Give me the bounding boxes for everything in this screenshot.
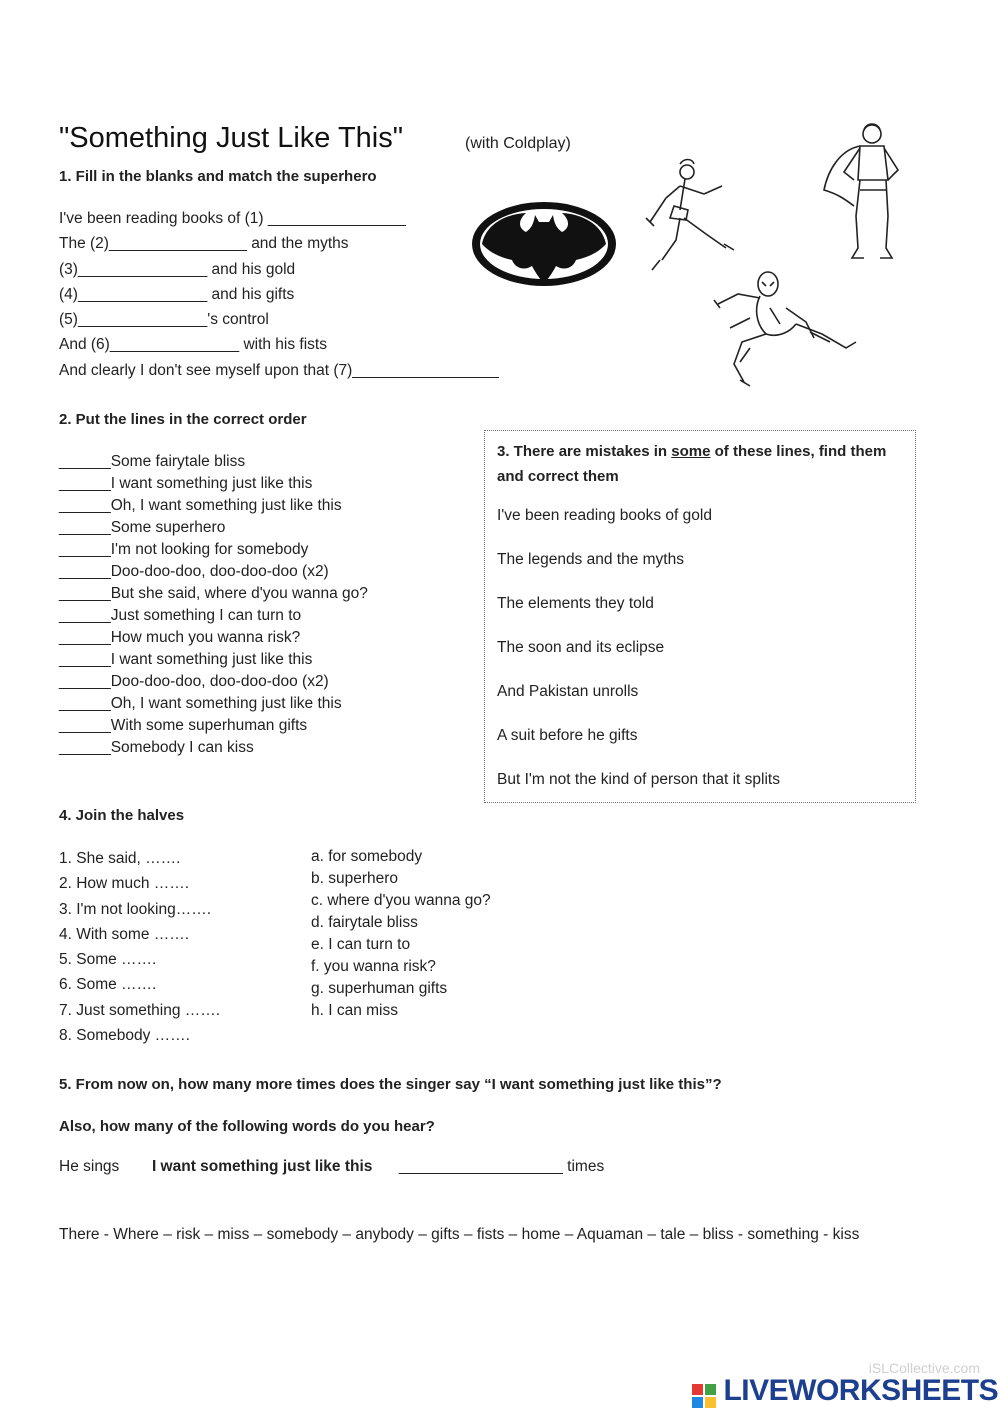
halves-left-item[interactable]: 4. With some ……. [59,925,190,943]
sings-row [59,1158,604,1176]
halves-left-item[interactable]: 6. Some ……. [59,976,157,994]
page-title: "Something Just Like This" [59,122,404,154]
mistake-line[interactable]: But I'm not the kind of person that it splits [497,771,780,788]
order-line[interactable]: ______But she said, where d'you wanna go? [59,585,368,602]
order-line[interactable]: ______I want something just like this [59,651,313,668]
section4-heading: 4. Join the halves [59,807,185,824]
halves-right-list [311,846,491,1022]
halves-right-item[interactable]: f. you wanna risk? [311,958,436,975]
liveworksheets-logo-icon [692,1384,716,1408]
liveworksheets-brand: LIVEWORKSHEETS [723,1374,999,1407]
spiderman-icon [710,268,862,390]
times-blank[interactable]: ___________________ [399,1158,563,1175]
sings-phrase: I want something just like this [151,1158,373,1175]
halves-left-item[interactable]: 3. I'm not looking……. [59,900,211,918]
halves-right-item[interactable]: b. superhero [311,870,399,887]
halves-left-list [59,846,220,1048]
section3-lines [497,505,780,813]
times-label: times [567,1158,605,1175]
mistakes-box [484,430,916,803]
order-line[interactable]: ______I want something just like this [59,475,313,492]
mistake-line[interactable]: The legends and the myths [497,551,684,568]
order-line[interactable]: ______Oh, I want something just like this [59,695,342,712]
section2-heading: 2. Put the lines in the correct order [59,411,307,428]
halves-left-item[interactable]: 2. How much ……. [59,875,190,893]
order-line[interactable]: ______I'm not looking for somebody [59,541,309,558]
fill-blank-line[interactable]: The (2)________________ and the myths [59,235,349,253]
halves-left-item[interactable]: 7. Just something ……. [59,1001,221,1019]
section3-heading: 3. There are mistakes in some of these lines, find them and correct them [497,443,887,485]
halves-right-item[interactable]: c. where d'you wanna go? [311,892,491,909]
section5-heading: 5. From now on, how many more times does the singer say “I want something just like this”? [59,1076,722,1093]
fill-blank-line[interactable]: I've been reading books of (1) ________________ [59,210,406,227]
fill-blank-line[interactable]: (4)_______________ and his gifts [59,285,295,303]
word-list: There - Where – risk – miss – somebody – anybody – gifts – fists – home – Aquaman – tale – bliss - something - kiss [59,1226,860,1243]
liveworksheets-footer [692,1374,998,1408]
islcollective-watermark: iSLCollective.com [868,1360,980,1376]
mistake-line[interactable]: I've been reading books of gold [497,507,712,524]
order-line[interactable]: ______Doo-doo-doo, doo-doo-doo (x2) [59,673,329,690]
halves-right-item[interactable]: h. I can miss [311,1002,398,1019]
fill-blank-line[interactable]: And clearly I don't see myself upon that (7)_________________ [59,361,499,379]
section2-lines [59,451,368,759]
fill-blank-line[interactable]: (5)_______________'s control [59,311,269,329]
hercules-icon [820,120,920,266]
order-line[interactable]: ______Some fairytale bliss [59,453,246,470]
fill-blank-line[interactable]: And (6)_______________ with his fists [59,336,327,354]
halves-right-item[interactable]: d. fairytale bliss [311,914,418,931]
mistake-line[interactable]: The soon and its eclipse [497,639,665,656]
order-line[interactable]: ______Oh, I want something just like this [59,497,342,514]
section1-lines [59,206,499,383]
gladiator-icon [640,156,750,276]
fill-blank-line[interactable]: (3)_______________ and his gold [59,260,296,278]
order-line[interactable]: ______How much you wanna risk? [59,629,301,646]
halves-left-item[interactable]: 8. Somebody ……. [59,1027,190,1045]
halves-right-item[interactable]: a. for somebody [311,848,423,865]
order-line[interactable]: ______Some superhero [59,519,226,536]
page-subtitle: (with Coldplay) [465,135,571,152]
order-line[interactable]: ______Doo-doo-doo, doo-doo-doo (x2) [59,563,329,580]
halves-right-item[interactable]: g. superhuman gifts [311,980,448,997]
order-line[interactable]: ______Just something I can turn to [59,607,302,624]
mistake-line[interactable]: A suit before he gifts [497,727,638,744]
mistake-line[interactable]: And Pakistan unrolls [497,683,639,700]
order-line[interactable]: ______With some superhuman gifts [59,717,308,734]
halves-right-item[interactable]: e. I can turn to [311,936,411,953]
section5-subheading: Also, how many of the following words do you hear? [59,1118,435,1135]
halves-left-item[interactable]: 1. She said, ……. [59,850,181,867]
sings-label: He sings [59,1158,120,1175]
batman-logo-icon [470,200,618,288]
order-line[interactable]: ______Somebody I can kiss [59,739,254,756]
halves-left-item[interactable]: 5. Some ……. [59,951,157,969]
mistake-line[interactable]: The elements they told [497,595,654,612]
section1-heading: 1. Fill in the blanks and match the superhero [59,168,377,185]
